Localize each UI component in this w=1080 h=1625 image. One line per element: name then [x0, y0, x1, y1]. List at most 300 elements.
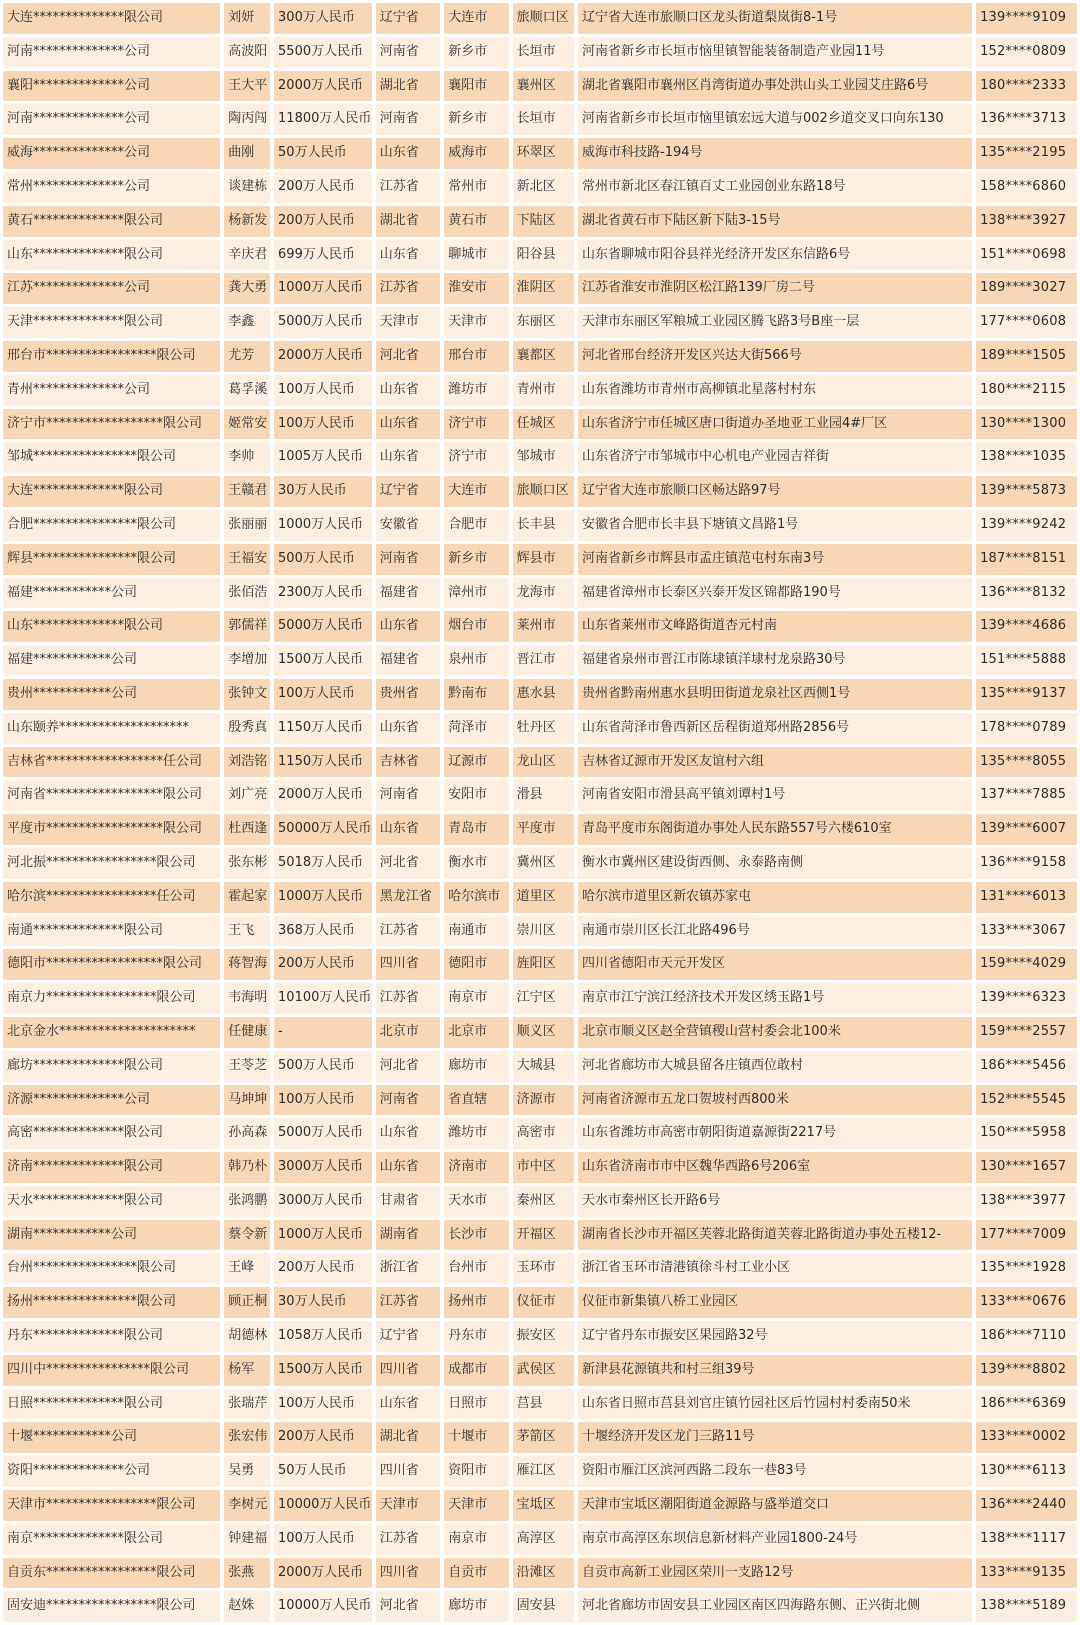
city-cell: 黄石市 — [444, 206, 508, 237]
registered-capital-cell: 5000万人民币 — [274, 1118, 372, 1149]
company-name-cell: 黄石**************限公司 — [3, 206, 220, 237]
legal-rep-cell: 钟建福 — [224, 1524, 270, 1555]
company-name-cell: 丹东**************限公司 — [3, 1321, 220, 1352]
province-cell: 江苏省 — [376, 273, 440, 304]
city-cell: 哈尔滨市 — [444, 882, 508, 913]
legal-rep-cell: 张燕 — [224, 1558, 270, 1589]
registered-capital-cell: 1058万人民币 — [274, 1321, 372, 1352]
phone-cell: 180****2115 — [976, 375, 1077, 406]
table-row — [3, 1186, 1077, 1217]
company-name-cell: 台州****************限公司 — [3, 1253, 220, 1284]
address-cell: 河南省新乡市辉县市孟庄镇范屯村东南3号 — [578, 544, 972, 575]
company-name-cell: 辉县****************限公司 — [3, 544, 220, 575]
city-cell: 日照市 — [444, 1389, 508, 1420]
address-cell: 湖北省襄阳市襄州区肖湾街道办事处洪山头工业园艾庄路6号 — [578, 71, 972, 102]
registered-capital-cell: 200万人民币 — [274, 1422, 372, 1453]
province-cell: 辽宁省 — [376, 476, 440, 507]
phone-cell: 186****7110 — [976, 1321, 1077, 1352]
company-name-cell: 四川中****************限公司 — [3, 1355, 220, 1386]
address-cell: 山东省菏泽市鲁西新区岳程街道郑州路2856号 — [578, 713, 972, 744]
district-cell: 长丰县 — [513, 510, 574, 541]
district-cell: 牡丹区 — [513, 713, 574, 744]
company-name-cell: 德阳市******************限公司 — [3, 949, 220, 980]
city-cell: 资阳市 — [444, 1456, 508, 1487]
company-name-cell: 天津**************限公司 — [3, 307, 220, 338]
district-cell: 滑县 — [513, 780, 574, 811]
city-cell: 青岛市 — [444, 814, 508, 845]
province-cell: 山东省 — [376, 1118, 440, 1149]
table-row — [3, 375, 1077, 406]
company-name-cell: 十堰************公司 — [3, 1422, 220, 1453]
address-cell: 山东省潍坊市青州市高柳镇北星落村村东 — [578, 375, 972, 406]
company-name-cell: 湖南************公司 — [3, 1220, 220, 1251]
province-cell: 山东省 — [376, 713, 440, 744]
legal-rep-cell: 吴勇 — [224, 1456, 270, 1487]
registered-capital-cell: 1150万人民币 — [274, 747, 372, 778]
legal-rep-cell: 龚大勇 — [224, 273, 270, 304]
district-cell: 青州市 — [513, 375, 574, 406]
phone-cell: 133****0002 — [976, 1422, 1077, 1453]
address-cell: 山东省莱州市文峰路街道杏元村南 — [578, 611, 972, 642]
district-cell: 下陆区 — [513, 206, 574, 237]
province-cell: 河北省 — [376, 1591, 440, 1622]
legal-rep-cell: 刘浩铭 — [224, 747, 270, 778]
legal-rep-cell: 杜西逢 — [224, 814, 270, 845]
registered-capital-cell: 50万人民币 — [274, 1456, 372, 1487]
district-cell: 玉环市 — [513, 1253, 574, 1284]
company-name-cell: 青州**************公司 — [3, 375, 220, 406]
address-cell: 湖北省黄石市下陆区新下陆3-15号 — [578, 206, 972, 237]
registered-capital-cell: 2000万人民币 — [274, 71, 372, 102]
province-cell: 山东省 — [376, 1389, 440, 1420]
city-cell: 台州市 — [444, 1253, 508, 1284]
table-row — [3, 1152, 1077, 1183]
phone-cell: 159****4029 — [976, 949, 1077, 980]
province-cell: 四川省 — [376, 1558, 440, 1589]
province-cell: 河北省 — [376, 848, 440, 879]
legal-rep-cell: 刘广亮 — [224, 780, 270, 811]
address-cell: 山东省济宁市任城区唐口街道办圣地亚工业园4#厂区 — [578, 409, 972, 440]
phone-cell: 139****8802 — [976, 1355, 1077, 1386]
table-row — [3, 273, 1077, 304]
address-cell: 安徽省合肥市长丰县下塘镇文昌路1号 — [578, 510, 972, 541]
city-cell: 漳州市 — [444, 578, 508, 609]
legal-rep-cell: 韩乃朴 — [224, 1152, 270, 1183]
legal-rep-cell: 张佰浩 — [224, 578, 270, 609]
address-cell: 河北省廊坊市大城县留各庄镇西位敢村 — [578, 1051, 972, 1082]
address-cell: 辽宁省大连市旅顺口区畅达路97号 — [578, 476, 972, 507]
registered-capital-cell: 100万人民币 — [274, 375, 372, 406]
province-cell: 黑龙江省 — [376, 882, 440, 913]
legal-rep-cell: 霍起家 — [224, 882, 270, 913]
address-cell: 河南省济源市五龙口贺坡村西800米 — [578, 1085, 972, 1116]
registered-capital-cell: 50万人民币 — [274, 138, 372, 169]
phone-cell: 135****9137 — [976, 679, 1077, 710]
table-row — [3, 138, 1077, 169]
city-cell: 南通市 — [444, 916, 508, 947]
city-cell: 丹东市 — [444, 1321, 508, 1352]
table-row — [3, 1253, 1077, 1284]
phone-cell: 151****0698 — [976, 240, 1077, 271]
province-cell: 天津市 — [376, 307, 440, 338]
registered-capital-cell: 50000万人民币 — [274, 814, 372, 845]
phone-cell: 178****0789 — [976, 713, 1077, 744]
legal-rep-cell: 王苓芝 — [224, 1051, 270, 1082]
city-cell: 菏泽市 — [444, 713, 508, 744]
province-cell: 江苏省 — [376, 916, 440, 947]
company-name-cell: 哈尔滨*****************任公司 — [3, 882, 220, 913]
phone-cell: 133****9135 — [976, 1558, 1077, 1589]
legal-rep-cell: 李鑫 — [224, 307, 270, 338]
city-cell: 大连市 — [444, 3, 508, 34]
phone-cell: 139****6323 — [976, 983, 1077, 1014]
province-cell: 山东省 — [376, 138, 440, 169]
district-cell: 开福区 — [513, 1220, 574, 1251]
district-cell: 江宁区 — [513, 983, 574, 1014]
phone-cell: 180****2333 — [976, 71, 1077, 102]
legal-rep-cell: 葛孚溪 — [224, 375, 270, 406]
company-name-cell: 贵州************公司 — [3, 679, 220, 710]
legal-rep-cell: 辛庆君 — [224, 240, 270, 271]
legal-rep-cell: 王峰 — [224, 1253, 270, 1284]
registered-capital-cell: 10000万人民币 — [274, 1591, 372, 1622]
phone-cell: 177****7009 — [976, 1220, 1077, 1251]
district-cell: 平度市 — [513, 814, 574, 845]
district-cell: 振安区 — [513, 1321, 574, 1352]
city-cell: 辽源市 — [444, 747, 508, 778]
district-cell: 宝坻区 — [513, 1490, 574, 1521]
phone-cell: 135****2195 — [976, 138, 1077, 169]
district-cell: 旅顺口区 — [513, 476, 574, 507]
legal-rep-cell: 殷秀真 — [224, 713, 270, 744]
phone-cell: 136****9158 — [976, 848, 1077, 879]
city-cell: 济宁市 — [444, 409, 508, 440]
phone-cell: 186****6369 — [976, 1389, 1077, 1420]
company-name-cell: 日照**************限公司 — [3, 1389, 220, 1420]
registered-capital-cell: 2300万人民币 — [274, 578, 372, 609]
province-cell: 江苏省 — [376, 983, 440, 1014]
legal-rep-cell: 曲刚 — [224, 138, 270, 169]
address-cell: 河北省廊坊市固安县工业园区南区四海路东侧、正兴街北侧 — [578, 1591, 972, 1622]
province-cell: 山东省 — [376, 1152, 440, 1183]
district-cell: 仪征市 — [513, 1287, 574, 1318]
city-cell: 潍坊市 — [444, 375, 508, 406]
district-cell: 崇川区 — [513, 916, 574, 947]
city-cell: 常州市 — [444, 172, 508, 203]
city-cell: 十堰市 — [444, 1422, 508, 1453]
district-cell: 莒县 — [513, 1389, 574, 1420]
legal-rep-cell: 张鸿鹏 — [224, 1186, 270, 1217]
phone-cell: 189****3027 — [976, 273, 1077, 304]
district-cell: 旌阳区 — [513, 949, 574, 980]
city-cell: 天水市 — [444, 1186, 508, 1217]
phone-cell: 137****7885 — [976, 780, 1077, 811]
address-cell: 福建省漳州市长泰区兴泰开发区锦都路190号 — [578, 578, 972, 609]
legal-rep-cell: 蔡令新 — [224, 1220, 270, 1251]
phone-cell: 139****6007 — [976, 814, 1077, 845]
city-cell: 南京市 — [444, 983, 508, 1014]
phone-cell: 133****3067 — [976, 916, 1077, 947]
phone-cell: 138****3927 — [976, 206, 1077, 237]
address-cell: 资阳市雁江区滨河西路二段东一巷83号 — [578, 1456, 972, 1487]
province-cell: 河南省 — [376, 780, 440, 811]
company-name-cell: 山东**************限公司 — [3, 240, 220, 271]
province-cell: 江苏省 — [376, 172, 440, 203]
address-cell: 贵州省黔南州惠水县明田街道龙泉社区西侧1号 — [578, 679, 972, 710]
phone-cell: 135****1928 — [976, 1253, 1077, 1284]
table-row — [3, 409, 1077, 440]
city-cell: 长沙市 — [444, 1220, 508, 1251]
province-cell: 江苏省 — [376, 1524, 440, 1555]
city-cell: 淮安市 — [444, 273, 508, 304]
table-row — [3, 341, 1077, 372]
legal-rep-cell: 孙高森 — [224, 1118, 270, 1149]
address-cell: 自贡市高新工业园区荣川一支路12号 — [578, 1558, 972, 1589]
province-cell: 山东省 — [376, 240, 440, 271]
phone-cell: 139****4686 — [976, 611, 1077, 642]
district-cell: 襄州区 — [513, 71, 574, 102]
district-cell: 晋江市 — [513, 645, 574, 676]
city-cell: 新乡市 — [444, 37, 508, 68]
legal-rep-cell: 任健康 — [224, 1017, 270, 1048]
registered-capital-cell: 100万人民币 — [274, 1524, 372, 1555]
table-row — [3, 916, 1077, 947]
address-cell: 哈尔滨市道里区新农镇苏家屯 — [578, 882, 972, 913]
phone-cell: 151****5888 — [976, 645, 1077, 676]
district-cell: 环翠区 — [513, 138, 574, 169]
province-cell: 福建省 — [376, 645, 440, 676]
province-cell: 北京市 — [376, 1017, 440, 1048]
legal-rep-cell: 张瑞芹 — [224, 1389, 270, 1420]
legal-rep-cell: 王赣君 — [224, 476, 270, 507]
city-cell: 襄阳市 — [444, 71, 508, 102]
company-name-cell: 吉林省******************任公司 — [3, 747, 220, 778]
address-cell: 福建省泉州市晋江市陈埭镇洋埭村龙泉路30号 — [578, 645, 972, 676]
table-row — [3, 1591, 1077, 1622]
registered-capital-cell: 100万人民币 — [274, 1085, 372, 1116]
district-cell: 长垣市 — [513, 104, 574, 135]
table-row — [3, 476, 1077, 507]
province-cell: 湖南省 — [376, 1220, 440, 1251]
phone-cell: 139****9242 — [976, 510, 1077, 541]
table-row — [3, 442, 1077, 473]
province-cell: 四川省 — [376, 949, 440, 980]
city-cell: 合肥市 — [444, 510, 508, 541]
legal-rep-cell: 顾正桐 — [224, 1287, 270, 1318]
address-cell: 山东省济南市市中区魏华西路6号206室 — [578, 1152, 972, 1183]
city-cell: 新乡市 — [444, 544, 508, 575]
province-cell: 湖北省 — [376, 206, 440, 237]
city-cell: 扬州市 — [444, 1287, 508, 1318]
legal-rep-cell: 谈建栋 — [224, 172, 270, 203]
phone-cell: 130****6113 — [976, 1456, 1077, 1487]
province-cell: 四川省 — [376, 1456, 440, 1487]
province-cell: 河南省 — [376, 37, 440, 68]
table-row — [3, 780, 1077, 811]
district-cell: 茅箭区 — [513, 1422, 574, 1453]
address-cell: 四川省德阳市天元开发区 — [578, 949, 972, 980]
address-cell: 十堰经济开发区龙门三路11号 — [578, 1422, 972, 1453]
address-cell: 河南省新乡市长垣市恼里镇宏远大道与002乡道交叉口向东130 — [578, 104, 972, 135]
table-row — [3, 1355, 1077, 1386]
company-name-cell: 合肥****************限公司 — [3, 510, 220, 541]
company-name-cell: 扬州****************限公司 — [3, 1287, 220, 1318]
legal-rep-cell: 王大平 — [224, 71, 270, 102]
district-cell: 新北区 — [513, 172, 574, 203]
table-row — [3, 1389, 1077, 1420]
address-cell: 南通市崇川区长江北路496号 — [578, 916, 972, 947]
phone-cell: 136****2440 — [976, 1490, 1077, 1521]
address-cell: 天水市秦州区长开路6号 — [578, 1186, 972, 1217]
table-row — [3, 1085, 1077, 1116]
company-name-cell: 资阳**************公司 — [3, 1456, 220, 1487]
city-cell: 烟台市 — [444, 611, 508, 642]
district-cell: 雁江区 — [513, 1456, 574, 1487]
table-row — [3, 104, 1077, 135]
legal-rep-cell: 韦海明 — [224, 983, 270, 1014]
address-cell: 浙江省玉环市清港镇徐斗村工业小区 — [578, 1253, 972, 1284]
phone-cell: 138****5189 — [976, 1591, 1077, 1622]
registered-capital-cell: 368万人民币 — [274, 916, 372, 947]
province-cell: 山东省 — [376, 442, 440, 473]
city-cell: 衡水市 — [444, 848, 508, 879]
address-cell: 河北省邢台经济开发区兴达大街566号 — [578, 341, 972, 372]
phone-cell: 152****5545 — [976, 1085, 1077, 1116]
table-row — [3, 1051, 1077, 1082]
phone-cell: 139****5873 — [976, 476, 1077, 507]
district-cell: 大城县 — [513, 1051, 574, 1082]
table-row — [3, 848, 1077, 879]
registered-capital-cell: 5018万人民币 — [274, 848, 372, 879]
company-name-cell: 河南省******************限公司 — [3, 780, 220, 811]
table-row — [3, 1456, 1077, 1487]
registered-capital-cell: 1500万人民币 — [274, 1355, 372, 1386]
company-name-cell: 廊坊**************限公司 — [3, 1051, 220, 1082]
city-cell: 大连市 — [444, 476, 508, 507]
registered-capital-cell: 30万人民币 — [274, 1287, 372, 1318]
legal-rep-cell: 胡德林 — [224, 1321, 270, 1352]
legal-rep-cell: 张丽丽 — [224, 510, 270, 541]
city-cell: 德阳市 — [444, 949, 508, 980]
district-cell: 东丽区 — [513, 307, 574, 338]
table-row — [3, 240, 1077, 271]
table-row — [3, 1490, 1077, 1521]
company-name-cell: 天津市*****************限公司 — [3, 1490, 220, 1521]
company-name-cell: 山东颐养******************** — [3, 713, 220, 744]
company-name-cell: 济南**************限公司 — [3, 1152, 220, 1183]
legal-rep-cell: 杨新发 — [224, 206, 270, 237]
phone-cell: 186****5456 — [976, 1051, 1077, 1082]
table-row — [3, 307, 1077, 338]
province-cell: 山东省 — [376, 814, 440, 845]
phone-cell: 133****0676 — [976, 1287, 1077, 1318]
legal-rep-cell: 马坤坤 — [224, 1085, 270, 1116]
province-cell: 河南省 — [376, 1085, 440, 1116]
table-row — [3, 172, 1077, 203]
registered-capital-cell: 1005万人民币 — [274, 442, 372, 473]
phone-cell: 136****8132 — [976, 578, 1077, 609]
company-name-cell: 高密**************限公司 — [3, 1118, 220, 1149]
registered-capital-cell: 1000万人民币 — [274, 273, 372, 304]
address-cell: 湖南省长沙市开福区芙蓉北路街道芙蓉北路街道办事处五楼12- — [578, 1220, 972, 1251]
phone-cell: 177****0608 — [976, 307, 1077, 338]
registered-capital-cell: 3000万人民币 — [274, 1152, 372, 1183]
address-cell: 新津县花源镇共和村三组39号 — [578, 1355, 972, 1386]
table-row — [3, 983, 1077, 1014]
province-cell: 浙江省 — [376, 1253, 440, 1284]
province-cell: 四川省 — [376, 1355, 440, 1386]
address-cell: 辽宁省丹东市振安区果园路32号 — [578, 1321, 972, 1352]
legal-rep-cell: 张钟文 — [224, 679, 270, 710]
company-name-cell: 南京**************限公司 — [3, 1524, 220, 1555]
province-cell: 河北省 — [376, 1051, 440, 1082]
registered-capital-cell: 500万人民币 — [274, 1051, 372, 1082]
company-name-cell: 济源**************公司 — [3, 1085, 220, 1116]
province-cell: 贵州省 — [376, 679, 440, 710]
phone-cell: 130****1300 — [976, 409, 1077, 440]
address-cell: 衡水市冀州区建设街西侧、永泰路南侧 — [578, 848, 972, 879]
district-cell: 济源市 — [513, 1085, 574, 1116]
table-row — [3, 949, 1077, 980]
company-name-cell: 南京力*****************限公司 — [3, 983, 220, 1014]
province-cell: 湖北省 — [376, 71, 440, 102]
company-name-cell: 邹城****************限公司 — [3, 442, 220, 473]
address-cell: 吉林省辽源市开发区友谊村六组 — [578, 747, 972, 778]
district-cell: 秦州区 — [513, 1186, 574, 1217]
province-cell: 安徽省 — [376, 510, 440, 541]
registered-capital-cell: 3000万人民币 — [274, 1186, 372, 1217]
company-name-cell: 山东**************限公司 — [3, 611, 220, 642]
registered-capital-cell: 30万人民币 — [274, 476, 372, 507]
phone-cell: 152****0809 — [976, 37, 1077, 68]
district-cell: 高密市 — [513, 1118, 574, 1149]
city-cell: 省直辖 — [444, 1085, 508, 1116]
company-name-cell: 襄阳**************公司 — [3, 71, 220, 102]
city-cell: 济宁市 — [444, 442, 508, 473]
city-cell: 成都市 — [444, 1355, 508, 1386]
district-cell: 襄都区 — [513, 341, 574, 372]
legal-rep-cell: 张宏伟 — [224, 1422, 270, 1453]
phone-cell: 131****6013 — [976, 882, 1077, 913]
legal-rep-cell: 郭儒祥 — [224, 611, 270, 642]
registered-capital-cell: 1000万人民币 — [274, 510, 372, 541]
city-cell: 北京市 — [444, 1017, 508, 1048]
city-cell: 邢台市 — [444, 341, 508, 372]
district-cell: 淮阴区 — [513, 273, 574, 304]
district-cell: 莱州市 — [513, 611, 574, 642]
registered-capital-cell: 5000万人民币 — [274, 611, 372, 642]
registered-capital-cell: 1000万人民币 — [274, 1220, 372, 1251]
phone-cell: 138****3977 — [976, 1186, 1077, 1217]
company-name-cell: 济宁市******************限公司 — [3, 409, 220, 440]
legal-rep-cell: 杨军 — [224, 1355, 270, 1386]
table-row — [3, 510, 1077, 541]
company-name-cell: 江苏**************公司 — [3, 273, 220, 304]
district-cell: 邹城市 — [513, 442, 574, 473]
address-cell: 天津市东丽区军粮城工业园区腾飞路3号B座一层 — [578, 307, 972, 338]
district-cell: 武侯区 — [513, 1355, 574, 1386]
table-row — [3, 679, 1077, 710]
province-cell: 甘肃省 — [376, 1186, 440, 1217]
registered-capital-cell: 200万人民币 — [274, 949, 372, 980]
phone-cell: 138****1117 — [976, 1524, 1077, 1555]
registered-capital-cell: 1150万人民币 — [274, 713, 372, 744]
address-cell: 北京市顺义区赵全营镇稷山营村委会北100米 — [578, 1017, 972, 1048]
registered-capital-cell: 11800万人民币 — [274, 104, 372, 135]
city-cell: 自贡市 — [444, 1558, 508, 1589]
address-cell: 威海市科技路-194号 — [578, 138, 972, 169]
phone-cell: 187****8151 — [976, 544, 1077, 575]
